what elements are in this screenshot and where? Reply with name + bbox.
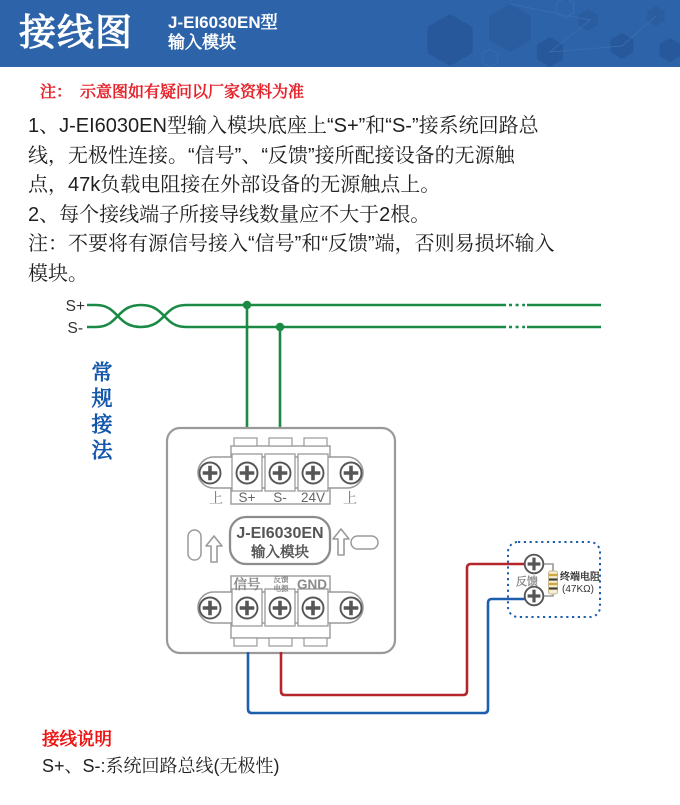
instruction-line: 模块。 [28, 262, 88, 285]
splus-junction-dot [243, 301, 251, 309]
terminal-label-power: 电源 [273, 584, 289, 593]
terminal-screw-signal-icon [237, 598, 258, 619]
slot-vertical [188, 530, 201, 560]
terminal-label-signal: 信号 [233, 577, 261, 592]
slot-horizontal [351, 536, 378, 549]
terminal-label-24v: 24V [300, 490, 326, 505]
terminal-label-feedback: 反馈 [273, 575, 289, 584]
sminus-junction-dot [276, 323, 284, 331]
feedback-screw-bottom-icon [525, 587, 544, 606]
terminal-label-sminus: S- [273, 490, 287, 505]
bus-splus-label: S+ [65, 298, 85, 315]
bus-splus-wire [87, 305, 506, 327]
terminal-screw-splus-icon [237, 463, 258, 484]
module-name-line1: J-EI6030EN [236, 525, 324, 542]
footer-bus-description: S+、S-:系统回路总线(无极性) [42, 756, 280, 776]
terminal-screw-gnd-icon [303, 598, 324, 619]
feedback-screw-top-icon [525, 555, 544, 574]
terminal-screw-24v-icon [303, 463, 324, 484]
feedback-box-label: 反馈 [516, 576, 538, 588]
mount-screw-icon [200, 598, 221, 619]
factory-note: 注： 示意图如有疑问以厂家资料为准 [40, 84, 305, 101]
bus-sminus-wire [87, 305, 506, 327]
instruction-line: 点，47k负载电阻接在外部设备的无源触点上。 [28, 174, 441, 196]
footer-title: 接线说明 [42, 729, 112, 749]
instruction-line: 2、每个接线端子所接导线数量应不大于2根。 [28, 203, 431, 226]
mount-screw-icon [200, 463, 221, 484]
mount-screw-icon [341, 598, 362, 619]
instruction-line: 注：不要将有源信号接入“信号”和“反馈”端，否则易损坏输入 [28, 233, 555, 255]
page-title: 接线图 [19, 12, 133, 53]
loop-bus-wires [87, 305, 601, 441]
terminal-label-gnd: GND [297, 577, 327, 592]
mount-label-right: 上 [343, 490, 357, 506]
terminal-label-splus: S+ [238, 490, 256, 505]
module-type: 输入模块 [168, 33, 236, 52]
resistor-name-label: 终端电阻 [560, 572, 600, 583]
model-number: J-EI6030EN型 [168, 13, 278, 32]
mount-label-left: 上 [209, 490, 223, 506]
terminal-resistor [549, 571, 558, 594]
module-name-line2: 输入模块 [251, 545, 309, 561]
instruction-line: 1、J-EI6030EN型输入模块底座上“S+”和“S-”接系统回路总 [28, 115, 539, 137]
terminal-screw-feedback-icon [270, 598, 291, 619]
terminal-screw-sminus-icon [270, 463, 291, 484]
instruction-line: 线，无极性连接。“信号”、“反馈”接所配接设备的无源触 [28, 144, 515, 167]
wiring-method-label: 常规接法 [89, 361, 112, 465]
bus-sminus-label: S- [67, 320, 83, 337]
mount-screw-icon [341, 463, 362, 484]
resistor-value-label: (47KΩ) [562, 584, 594, 595]
